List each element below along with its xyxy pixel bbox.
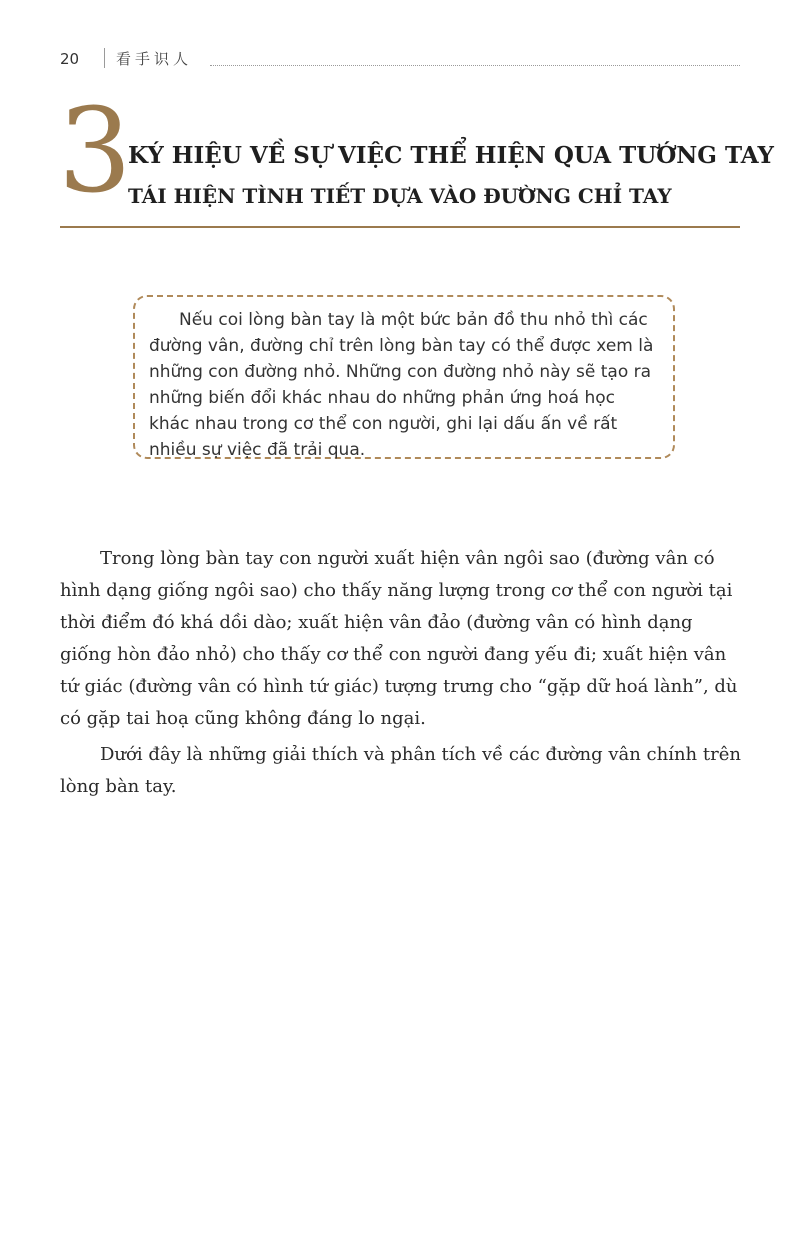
intro-box <box>133 295 675 459</box>
header-dotted-rule <box>210 65 740 66</box>
body-paragraph-1: Trong lòng bàn tay con người xuất hiện vân ngôi sao (đường vân có hình dạng giống ngôi sao) cho thấy năng lượng trong cơ thể con người tại thời điểm đó khá dồi dào; xuất hiện vân đảo (đường vân có hình dạng giống hòn đảo nhỏ) cho thấy cơ thể con người đang yếu đi; xuất hiện vân tứ giác (đường vân có hình tứ giác) tượng trưng cho “gặp dữ hoá lành”, dù có gặp tai hoạ cũng không đáng lo ngại. <box>60 548 738 729</box>
running-header <box>60 48 740 72</box>
section-subtitle: TÁI HIỆN TÌNH TIẾT DỰA VÀO ĐƯỜNG CHỈ TAY <box>128 184 672 208</box>
intro-text: Nếu coi lòng bàn tay là một bức bản đồ thu nhỏ thì các đường vân, đường chỉ trên lòng bàn tay có thể được xem là những con đường nhỏ. Những con đường nhỏ này sẽ tạo ra những biến đổi khác nhau do những phản ứng hoá học khác nhau trong cơ thể con người, ghi lại dấu ấn về rất nhiều sự việc đã trải qua. <box>149 310 654 460</box>
header-divider <box>104 48 105 68</box>
section-heading <box>58 84 774 228</box>
section-title: KÝ HIỆU VỀ SỰ VIỆC THỂ HIỆN QUA TƯỚNG TAY <box>128 142 774 169</box>
book-title: 看手识人 <box>116 50 193 68</box>
body-text <box>60 543 742 807</box>
page-number: 20 <box>60 50 80 68</box>
heading-rule <box>60 226 740 228</box>
body-paragraph-2: Dưới đây là những giải thích và phân tích về các đường vân chính trên lòng bàn tay. <box>60 744 741 797</box>
section-number: 3 <box>58 84 132 219</box>
